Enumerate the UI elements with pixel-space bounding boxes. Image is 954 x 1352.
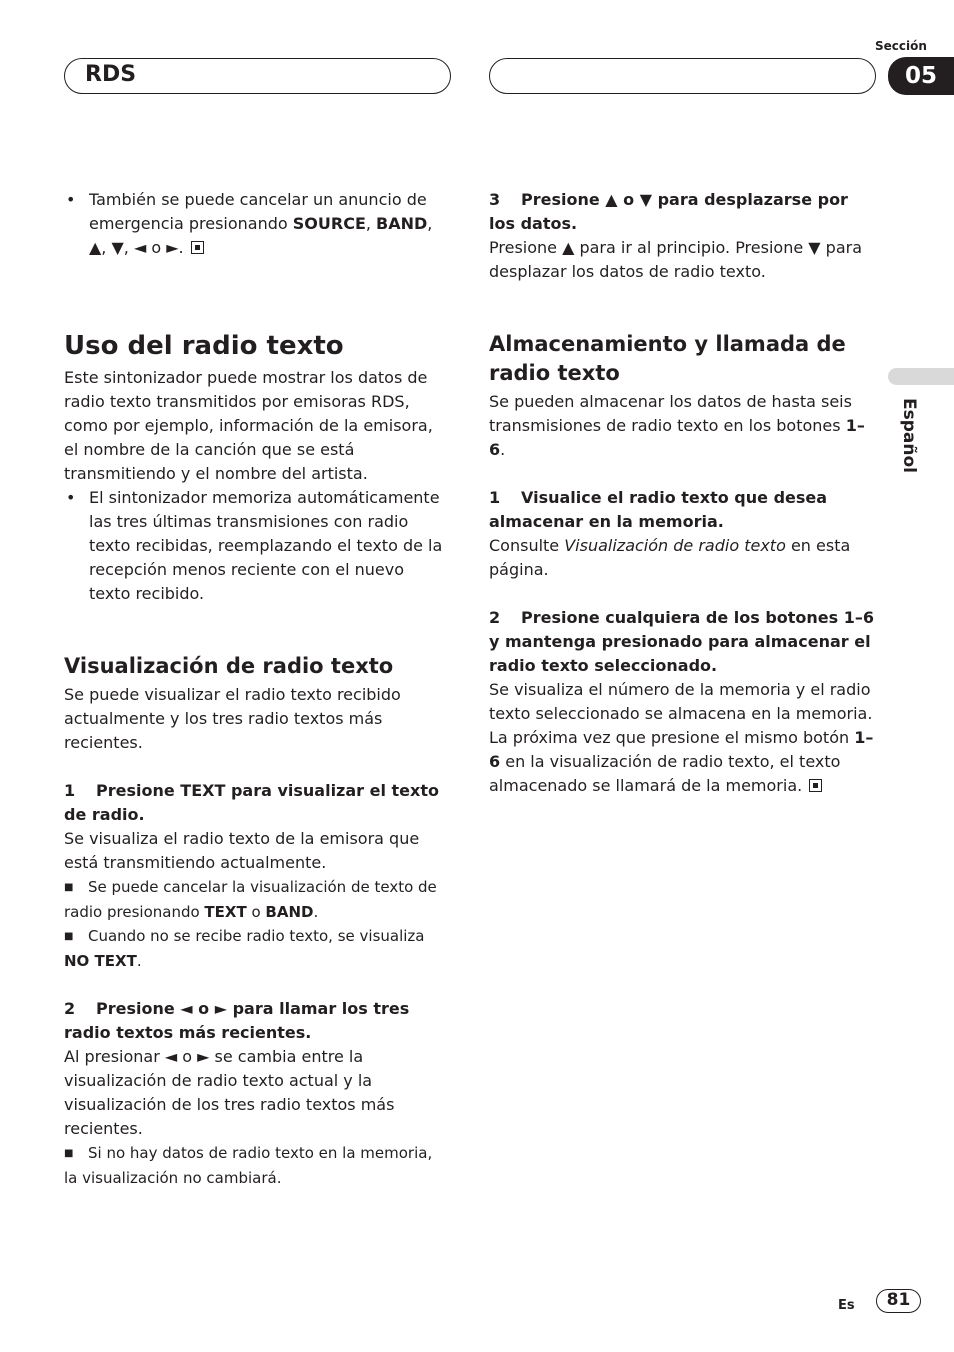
memory-bullet: • El sintonizador memoriza automáticamente las tres últimas transmisiones con radio texto recibidas, reemplazando el texto de la recepción menos reciente con el nuevo texto recibido. bbox=[64, 486, 449, 606]
store-step-1-body bbox=[489, 534, 874, 582]
store-step-2-title bbox=[489, 606, 874, 678]
note-cancel-text: Se puede cancelar la visualización de texto de radio presionando bbox=[64, 878, 437, 921]
store-step-2-body-1: Se visualiza el número de la memoria y el radio texto seleccionado se almacena en la memoria. bbox=[489, 680, 873, 723]
header-right-pill bbox=[489, 58, 876, 94]
step-2-note-text: Si no hay datos de radio texto en la memoria, la visualización no cambiará. bbox=[64, 1144, 433, 1187]
store-step-2-title-text: Presione cualquiera de los botones 1–6 y mantenga presionado para almacenar el radio texto seleccionado. bbox=[489, 608, 875, 675]
left-column-main bbox=[64, 330, 449, 1190]
step-3-body: Presione ▲ para ir al principio. Presione ▼ para desplazar los datos de radio texto. bbox=[489, 238, 862, 281]
store-step-2-body-2-post: en la visualización de radio texto, el texto almacenado se llamará de la memoria. bbox=[489, 752, 841, 795]
page-number-badge: 81 bbox=[876, 1289, 921, 1313]
comma-separator: , bbox=[365, 214, 377, 233]
consulte-text: Consulte bbox=[489, 536, 565, 555]
text-key: TEXT bbox=[204, 903, 247, 921]
step-2-title-text: Presione ◄ o ► para llamar los tres radio textos más recientes. bbox=[64, 999, 410, 1042]
emergency-cancel-text: También se puede cancelar un anuncio de emergencia presionando bbox=[89, 190, 427, 233]
band-key: BAND bbox=[376, 214, 428, 233]
visualizacion-intro: Se puede visualizar el radio texto recibido actualmente y los tres radio textos más recientes. bbox=[64, 685, 401, 752]
step-2-title bbox=[64, 997, 449, 1045]
step-1-title-text: Presione TEXT para visualizar el texto de radio. bbox=[64, 781, 439, 824]
note-square-icon: ■ bbox=[64, 1148, 74, 1159]
right-column bbox=[489, 188, 874, 798]
subsection-title-visualizacion: Visualización de radio texto bbox=[64, 654, 394, 678]
emergency-cancel-bullet bbox=[64, 188, 449, 260]
footer-lang-code: Es bbox=[838, 1298, 855, 1313]
radio-text-intro: Este sintonizador puede mostrar los datos de radio texto transmitidos por emisoras RDS, como por ejemplo, información de la emisora, el nombre de la canción que se está transmitiendo y el nombre del artista. bbox=[64, 368, 433, 483]
step-1-title bbox=[64, 779, 449, 827]
end-mark-icon bbox=[809, 779, 822, 792]
en-esta-pagina-text: en esta página. bbox=[489, 536, 851, 579]
step-2-note bbox=[64, 1141, 449, 1190]
step-2-body: Al presionar ◄ o ► se cambia entre la visualización de radio texto actual y la visualización de los tres radio textos más recientes. bbox=[64, 1047, 395, 1138]
almacenamiento-intro bbox=[489, 390, 874, 462]
step-2-number: 2 bbox=[64, 999, 76, 1018]
note-square-icon: ■ bbox=[64, 882, 74, 893]
note-square-icon: ■ bbox=[64, 931, 74, 942]
left-column bbox=[64, 188, 449, 260]
step-1-number: 1 bbox=[64, 781, 76, 800]
band-key-note: BAND bbox=[265, 903, 314, 921]
source-key: SOURCE bbox=[292, 214, 366, 233]
intro-period: . bbox=[500, 440, 506, 459]
section-label: Sección bbox=[875, 39, 927, 53]
store-step-2-body-2 bbox=[489, 726, 874, 798]
language-tab bbox=[888, 368, 954, 385]
section-title-uso-radio-texto: Uso del radio texto bbox=[64, 331, 344, 361]
note-or: o bbox=[246, 903, 266, 921]
end-mark-icon bbox=[191, 241, 204, 254]
buttons-range-bold: 1–6 bbox=[489, 728, 874, 771]
step-1-note-cancel bbox=[64, 875, 449, 924]
step-3-title-text: Presione ▲ o ▼ para desplazarse por los datos. bbox=[489, 190, 848, 233]
store-step-2-body-2-pre: La próxima vez que presione el mismo botón bbox=[489, 728, 855, 747]
no-text-indicator: NO TEXT bbox=[64, 952, 137, 970]
store-step-2-number: 2 bbox=[489, 608, 501, 627]
cross-reference-link: Visualización de radio texto bbox=[564, 536, 786, 555]
step-1-body: Se visualiza el radio texto de la emisora que está transmitiendo actualmente. bbox=[64, 829, 420, 872]
note-period: . bbox=[313, 903, 319, 921]
store-step-1-title-text: Visualice el radio texto que desea almacenar en la memoria. bbox=[489, 488, 828, 531]
almacenamiento-intro-text: Se pueden almacenar los datos de hasta seis transmisiones de radio texto en los botones bbox=[489, 392, 852, 435]
step-3-number: 3 bbox=[489, 190, 501, 209]
store-step-1-title bbox=[489, 486, 874, 534]
header-title-pill bbox=[64, 58, 451, 94]
language-label: Español bbox=[899, 398, 919, 473]
arrow-keys-text: , ▲, ▼, ◄ o ►. bbox=[89, 214, 433, 257]
step-3-title bbox=[489, 188, 874, 236]
section-title-almacenamiento: Almacenamiento y llamada de radio texto bbox=[489, 332, 846, 385]
note-no-text-text: Cuando no se recibe radio texto, se visualiza bbox=[88, 927, 425, 945]
buttons-range: 1–6 bbox=[489, 416, 865, 459]
section-number-badge: 05 bbox=[888, 57, 954, 95]
store-step-1-number: 1 bbox=[489, 488, 501, 507]
step-1-note-no-text bbox=[64, 924, 449, 973]
header-title: RDS bbox=[85, 62, 137, 87]
note-period: . bbox=[136, 952, 142, 970]
